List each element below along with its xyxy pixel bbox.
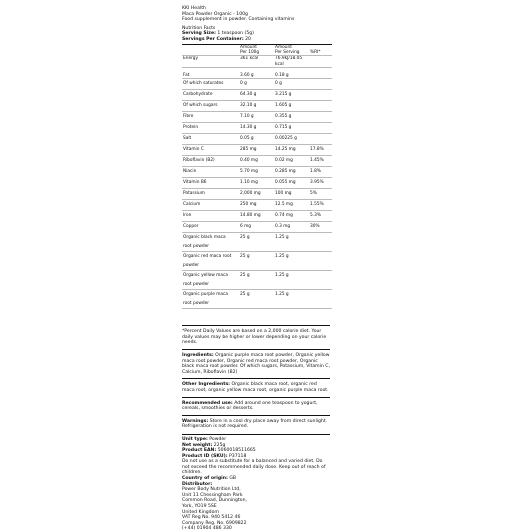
daily-values-note: *Percent Daily Values are based on a 2,000 calorie diet. Your daily values may be higher or lower depending on your calorie needs. [182,325,330,346]
distributor-line: Common Road, Dunnington, [182,498,247,504]
serving-size: Serving Size: 1 teaspoon (5g) [182,31,254,37]
nutrition-facts-title: Nutrition Facts [182,25,216,31]
table-row: Protein 14.30 g 0.715 g [182,123,332,134]
table-row: Fibre 7.10 g 0.355 g [182,112,332,123]
table-row: Of which saturates 0 g 0 g [182,79,332,90]
distributor-line: United Kingdom [182,509,219,515]
table-row: Carbohydrate 64.30 g 3.215 g [182,90,332,101]
header-ri: %RI* [309,44,332,56]
table-row: Copper 6 mg 0.3 mg 30% [182,222,332,233]
table-row: Niacin 5.70 mg 0.285 mg 1.8% [182,167,332,178]
table-row: Of which sugars 32.10 g 1.605 g [182,101,332,112]
country-of-origin: Country of origin: GB [182,476,237,482]
nutrition-table [182,44,332,310]
unit-type: Unit type: Powder [182,436,227,442]
warnings-section: Warnings: Store in a cool dry place away from direct sunlight. Refrigeration is not required. [182,415,330,430]
ingredients-section: Ingredients: Organic purple maca root powder, Organic yellow maca root powder, Organic red maca root powder, Organic black maca root powder. Of which sugars, Potassium, Vitamin C, Calcium, Riboflavin (B2) [182,349,330,375]
table-row: Organic black maca root powder 25 g 1.25 g [182,233,332,252]
table-row: Salt 0.05 g 0.00225 g [182,134,332,145]
table-row: Organic red maca root powder 25 g 1.25 g [182,252,332,271]
distributor-line: VAT Reg No. 940 5412 46 [182,515,241,521]
table-row: Vitamin B6 1.10 mg 0.055 mg 3.95% [182,178,332,189]
distributor-label: Distributor: [182,481,213,487]
product-description: Food supplement in powder. Containing vitamins [182,17,295,23]
distributor-line: (+44) 01904 486 330 [182,526,232,532]
table-row: Organic purple maca root powder 25 g 1.25 g [182,290,332,309]
other-ingredients-section: Other Ingredients: Organic black maca root, organic red maca root, organic yellow maca root, organic purple maca root. [182,378,330,393]
header-per100: Amount Per 100g [239,44,274,56]
net-weight: Net weight: 225g [182,442,226,448]
table-row: Vitamin C 285 mg 14.25 mg 17.8% [182,145,332,156]
table-row: Energy 361 kcal 76.9kJ/18.05 kcal [182,56,332,68]
product-label-panel [182,6,330,532]
brand-name: KKI Health [182,6,206,11]
table-row: Iron 14.80 mg 0.74 mg 5.3% [182,211,332,222]
table-row: Riboflavin (B2) 0.40 mg 0.02 mg 1.45% [182,156,332,167]
distributor-line: York, YO19 5SE [182,504,217,510]
label-header [182,6,330,43]
product-name: Maca Powder Organic - 100g [182,11,248,17]
disclaimer: Do not use as a substitute for a balanced and varied diet. Do not exceed the recommended daily dose. Keep out of reach of children. [182,459,326,476]
table-row: Calcium 250 mg 12.5 mg 1.55% [182,200,332,211]
product-details [182,434,330,532]
distributor-line: Unit 11 Chessingham Park [182,492,243,498]
product-ean: Product EAN: 5060018511665 [182,448,256,454]
product-id: Product ID (SKU): P37118 [182,453,247,459]
table-row: Fat 3.60 g 0.18 g [182,68,332,79]
table-row: Potassium 2,000 mg 100 mg 5% [182,189,332,200]
distributor-line: Company Reg. No. 6909822 [182,520,247,526]
recommended-use-section: Recommended use: Add around one teaspoon to yogurt, cereals, smoothies or desserts. [182,397,330,412]
header-per-serving: Amount Per Serving [274,44,309,56]
servings-per-container: Servings Per Container: 20 [182,36,251,42]
table-row: Organic yellow maca root powder 25 g 1.25 g [182,271,332,290]
table-header-row [182,44,332,56]
distributor-line: Power Body Nutrition Ltd, [182,487,241,493]
